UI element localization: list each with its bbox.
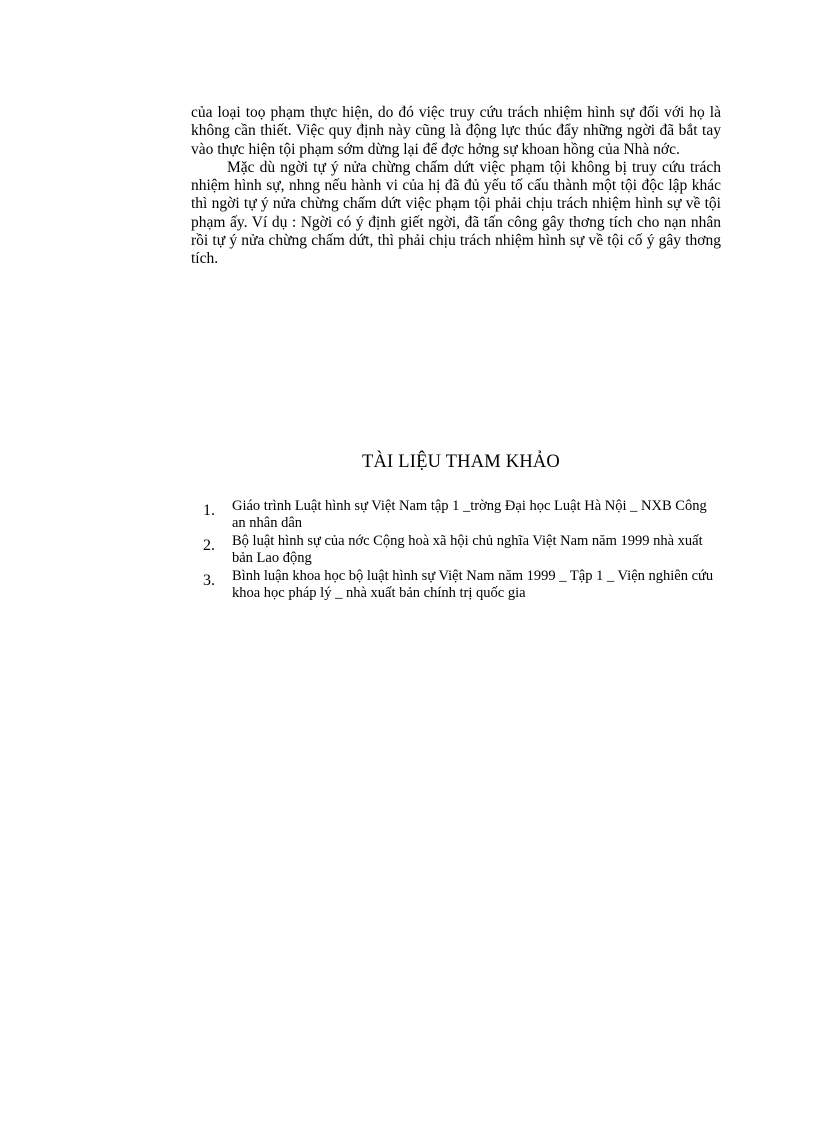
reference-text: Bình luận khoa học bộ luật hình sự Việt Nam năm 1999 _ Tập 1 _ Viện nghiên cứu khoa học pháp lý _ nhà xuất bản chính trị quốc gia <box>232 568 714 601</box>
reference-item <box>200 533 720 567</box>
references-title: TÀI LIỆU THAM KHẢO <box>362 452 560 472</box>
reference-item <box>200 568 720 602</box>
reference-item <box>200 498 720 532</box>
paragraph-example: Mặc dù ngời tự ý nửa chừng chấm dứt việc phạm tội không bị truy cứu trách nhiệm hình sự, nhng nếu hành vi của hị đã đủ yếu tố cấu thành một tội độc lập khác thì ngời tự ý nửa chừng chấm dứt việc phạm tội phải chịu trách nhiệm hình sự về tội phạm ấy. Ví dụ : Ngời có ý định giết ngời, đã tấn công gây thơng tích cho nạn nhân rồi tự ý nửa chừng chấm dứt, thì phải chịu trách nhiệm hình sự về tội cố ý gây thơng tích. <box>191 158 721 268</box>
reference-number: 3. <box>203 572 215 589</box>
reference-number: 2. <box>203 537 215 554</box>
reference-number: 1. <box>203 502 215 519</box>
references-list <box>200 498 720 603</box>
reference-text: Bộ luật hình sự của nớc Cộng hoà xã hội chủ nghĩa Việt Nam năm 1999 nhà xuất bản Lao động <box>232 533 703 566</box>
body-text-block <box>191 104 721 269</box>
reference-text: Giáo trình Luật hình sự Việt Nam tập 1 _trờng Đại học Luật Hà Nội _ NXB Công an nhân dân <box>232 498 707 531</box>
paragraph-continuation: của loại toọ phạm thực hiện, do đó việc truy cứu trách nhiệm hình sự đối với họ là không cần thiết. Việc quy định này cũng là động lực thúc đẩy những ngời đã bắt tay vào thực hiện tội phạm sớm dừng lại để đợc hởng sự khoan hồng của Nhà nớc. <box>191 104 721 158</box>
